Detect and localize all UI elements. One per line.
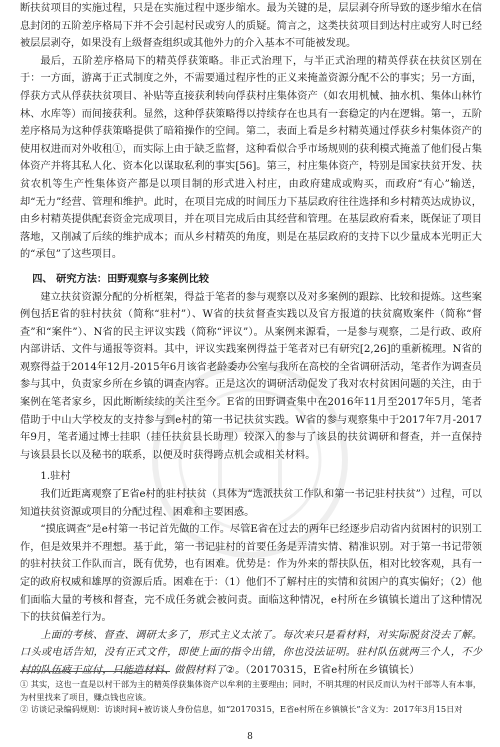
paragraph-method: 建立扶贫资源分配的分析框架，得益于笔者的参与观察以及对多案例的跟踪、比较和提炼。这些案例包括E省的驻村扶贫（简称“驻村”）、W省的扶贫督查实践以及官方报道的扶贫腐败案件（简称“督查”和“案件”）、N省的民主评议实践（简称“评议”）。从案例来源看，一是参与观察，二是行政、政府内部讲话、文件与通报等资料。其中，评议实践案例得益于笔者对已有研究[2,26]的重新梳理。N省的观察得益于2014年12月-2015年6月该省老龄委办公室与我所在高校的全省调研活动，笔者作为调查员参与其中，负责家乡所在乡镇的调查内容。正是这次的调研活动促发了我对农村贫困问题的关注，由于案例在笔者家乡，因此断断续续的关注至今。E省的田野调查集中在2016年11月至2017年5月，笔者借助于中山大学校友的支持参与到e村的第一书记扶贫实践。W省的参与观察集中于2017年7月-2017年9月，笔者通过博士挂职（挂任扶贫县长助理）较深入的参与了该县的扶贫调研和督查，并一直保持与该县县长以及秘书的联系，以便及时获得跨点机会或相关材料。 (20, 291, 482, 461)
footnote-1: ① 其实，这也一直是以村干部为主的精英俘获集体资产以牟利的主要理由；同时，不明其理的村民反而认为村干部等人有本事，为村里找来了项目，赚点钱也应该。 (20, 679, 482, 702)
paragraph-survey: “摸底调查”是e村第一书记首先做的工作。尽管E省在过去的两年已经逐步启动省内贫困村的识别工作，但是效果并不理想。基于此，第一书记驻村的首要任务是弄清实情、精准识别。对于第一书记带领的驻村扶贫工作队而言，既有优势，也有困难。优势是：作为外来的帮扶队伍，相对比较客观，具有一定的政府权威和雄厚的资源后盾。困难在于：（1）他们不了解村庄的实情和贫困户的真实偏好；（2）他们面临大量的考核和督查，完不成任务就会被问责。面临这种情况，e村所在乡镇镇长道出了这种情况下的扶贫偏差行为。 (20, 524, 482, 624)
body-text (20, 0, 482, 680)
paragraph-elite-capture: 最后，五阶差序格局下的精英俘获策略。非正式治理下，与半正式治理的精英俘获在扶贫区别在于：一方面，游离于正式制度之外，不需要通过程序性的正义来掩盖资源分配不公的事实；另一方面，俘获方式从俘获扶贫项目、补贴等直接获利转向俘获村庄集体资产（如农用机械、抽水机、集体山林竹林、水库等）而间接获利。显然，这种俘获策略得以持续存在也具有一套稳定的内在逻辑。第一，五阶差序格局为这种俘获策略提供了暗箱操作的空间。第二，表面上看是乡村精英通过俘获乡村集体资产的使用权进而对外收租①，而实际上由于缺乏监督，这种看似合乎市场规则的获利模式掩盖了他们侵占集体资产并将其私人化、资本化以谋取私利的事实[56]。第三，村庄集体资产，特别是国家扶贫开发、扶贫农机等生产性集体资产都是以项目制的形式进入村庄，由政府建成或购买，而政府“有心”输送，却“无力”经营、管理和维护。此时，在项目完成的时间压力下基层政府往往选择和乡村精英达成协议，由乡村精英提供配套资金完成项目，并在项目完成后由其经营和管理。在基层政府看来，既保证了项目落地，又削减了后续的维护成本；而从乡村精英的角度，则是在基层政府的支持下以少量成本光明正大的“承包”了这些项目。 (20, 55, 482, 261)
section-heading: 四、 研究方法：田野观察与多案例比较 (32, 273, 209, 285)
footnotes (20, 678, 482, 716)
paragraph-village-intro: 我们近距离观察了E省e村的驻村扶贫（具体为“选派扶贫工作队和第一书记驻村扶贫”）过程，可以知道扶贫资源或项目的分配过程、困难和主要困惑。 (20, 489, 482, 518)
footnote-2: ② 访谈记录编码规则：访谈时间+被访谈人身份信息，如“20170315，E省e村所在乡镇镇长”含义为：2017年3月15日对 (20, 704, 463, 714)
footnote-divider (20, 671, 170, 672)
paragraph-continued: 断扶贫项目的实施过程，只是在实施过程中逐步缩水。最为关键的是，层层剥夺所导致的逐步缩水在信息封闭的五阶差序格局下并不会引起村民或穷人的质疑。简言之，这类扶贫项目到达村庄或穷人时已经被层层剥夺，如果没有上级督查组织或其他外力的介入基本不可能被发现。 (20, 3, 482, 50)
quote-text: 上面的考核、督查、调研太多了，形式主义太浓了。每次来只是看材料，对实际脱贫没去了解。口头或电话告知，没有正式文件，即使上面的指令出错，你也没法证明。驻村队伍就两三个人，不少村的队伍疲于应付，只能造材料、做假材料了②。 (20, 629, 482, 676)
quote-source: （20170315，E省e村所在乡镇镇长） (245, 664, 420, 676)
subsection-heading: 1.驻村 (40, 471, 71, 483)
page-number: 8 (247, 732, 253, 742)
